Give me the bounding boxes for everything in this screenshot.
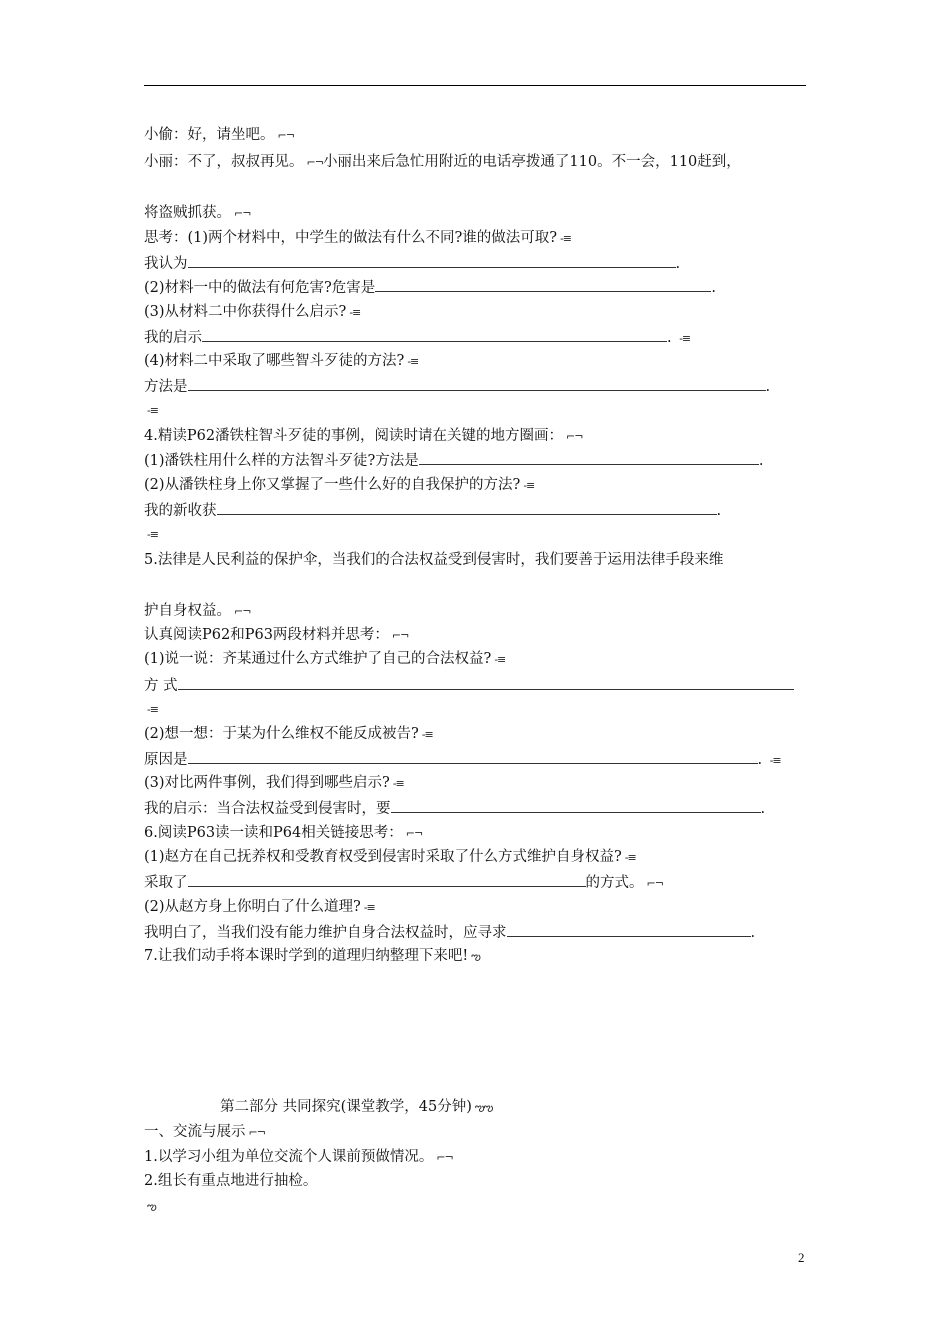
subsection-heading: 一、交流与展示 ⌐¬	[144, 1124, 265, 1140]
answer-blank[interactable]	[419, 449, 759, 465]
question: (3)从材料二中你获得什么启示? -≡	[144, 304, 361, 320]
return-mark-icon: -≡	[421, 728, 433, 741]
return-mark-icon: ⌐¬	[234, 605, 251, 618]
text-line: 5.法律是人民利益的保护伞，当我们的合法权益受到侵害时，我们要善于运用法律手段来维	[144, 552, 724, 568]
question: (2)想一想：于某为什么维权不能反成被告? -≡	[144, 726, 433, 742]
answer-line: 我明白了，当我们没有能力维护自身合法权益时，应寻求 .	[144, 921, 755, 943]
section-heading: 第二部分 共同探究(课堂教学，45分钟) ఌఌ	[220, 1099, 493, 1115]
return-mark-icon: -≡	[363, 901, 375, 914]
question: (2)材料一中的做法有何危害?危害是 .	[144, 276, 716, 298]
question: (1)潘铁柱用什么样的方法智斗歹徒?方法是 .	[144, 449, 763, 471]
return-mark-icon: -≡	[407, 355, 419, 368]
text-line: 认真阅读P62和P63两段材料并思考： ⌐¬	[144, 627, 409, 643]
answer-blank[interactable]	[217, 499, 717, 515]
answer-blank[interactable]	[375, 276, 711, 292]
text-line: 将盗贼抓获。 ⌐¬	[144, 205, 251, 221]
dialogue-line: 小偷：好，请坐吧。 ⌐¬	[144, 127, 294, 143]
ornament-icon: ఌ	[471, 950, 480, 963]
header-rule	[144, 85, 806, 86]
return-mark-icon: ⌐¬	[646, 877, 663, 890]
ornament-icon: ఌ	[147, 1200, 156, 1213]
return-mark-icon: ⌐¬	[391, 629, 409, 642]
question: (2)从赵方身上你明白了什么道理? -≡	[144, 899, 375, 915]
return-mark-icon: ⌐¬	[306, 156, 323, 169]
dialogue-line: 小丽：不了，叔叔再见。 ⌐¬小丽出来后急忙用附近的电话亭拨通了110。不一会，110赶到，	[144, 154, 741, 170]
blank-line	[144, 698, 158, 720]
return-mark-icon: -≡	[147, 528, 158, 541]
answer-blank[interactable]	[178, 674, 794, 690]
return-mark-icon: -≡	[769, 754, 781, 767]
blank-line	[144, 1195, 156, 1217]
return-mark-icon: -≡	[523, 479, 535, 492]
question: (1)赵方在自己抚养权和受教育权受到侵害时采取了什么方式维护自身权益? -≡	[144, 849, 636, 865]
question: (2)从潘铁柱身上你又掌握了一些什么好的自我保护的方法? -≡	[144, 477, 535, 493]
return-mark-icon: -≡	[392, 777, 404, 790]
return-mark-icon: ⌐¬	[277, 129, 294, 142]
return-mark-icon: ⌐¬	[248, 1126, 265, 1139]
answer-blank[interactable]	[391, 797, 761, 813]
return-mark-icon: ⌐¬	[566, 430, 583, 443]
return-mark-icon: ⌐¬	[436, 1151, 453, 1164]
answer-blank[interactable]	[188, 252, 676, 268]
blank-line	[144, 523, 158, 545]
answer-blank[interactable]	[188, 375, 766, 391]
return-mark-icon: ⌐¬	[405, 827, 423, 840]
return-mark-icon: -≡	[349, 306, 361, 319]
answer-blank[interactable]	[202, 326, 667, 342]
list-item: 1.以学习小组为单位交流个人课前预做情况。 ⌐¬	[144, 1149, 453, 1165]
blank-line	[144, 399, 158, 421]
question: 思考：(1)两个材料中，中学生的做法有什么不同?谁的做法可取? -≡	[144, 230, 572, 246]
question: 6.阅读P63读一读和P64相关链接思考： ⌐¬	[144, 825, 423, 841]
return-mark-icon: -≡	[624, 851, 636, 864]
return-mark-icon: -≡	[147, 404, 158, 417]
question: 4.精读P62潘铁柱智斗歹徒的事例，阅读时请在关键的地方圈画： ⌐¬	[144, 428, 583, 444]
return-mark-icon: -≡	[679, 332, 691, 345]
answer-blank[interactable]	[188, 871, 586, 887]
answer-blank[interactable]	[188, 748, 758, 764]
question: 7.让我们动手将本课时学到的道理归纳整理下来吧! ఌ	[144, 948, 480, 964]
return-mark-icon: -≡	[494, 653, 506, 666]
text-line: 护自身权益。 ⌐¬	[144, 603, 251, 619]
return-mark-icon: -≡	[147, 703, 158, 716]
question: (1)说一说：齐某通过什么方式维护了自己的合法权益? -≡	[144, 651, 506, 667]
ornament-icon: ఌఌ	[474, 1101, 493, 1114]
question: (4)材料二中采取了哪些智斗歹徒的方法? -≡	[144, 353, 419, 369]
list-item: 2.组长有重点地进行抽检。	[144, 1173, 318, 1189]
answer-line: 采取了 的方式。 ⌐¬	[144, 871, 663, 893]
return-mark-icon: -≡	[560, 232, 572, 245]
answer-blank[interactable]	[507, 921, 751, 937]
question: (3)对比两件事例，我们得到哪些启示? -≡	[144, 775, 404, 791]
answer-line: 我的启示 . -≡	[144, 326, 690, 348]
page-number: 2	[798, 1250, 805, 1265]
return-mark-icon: ⌐¬	[234, 207, 251, 220]
answer-line: 我的新收获 .	[144, 499, 721, 521]
answer-line: 我的启示：当合法权益受到侵害时，要 .	[144, 797, 765, 819]
answer-line: 原因是 . -≡	[144, 748, 781, 770]
answer-line: 方 式	[144, 674, 794, 696]
answer-line: 方法是 .	[144, 375, 770, 397]
answer-line: 我认为 .	[144, 252, 680, 274]
